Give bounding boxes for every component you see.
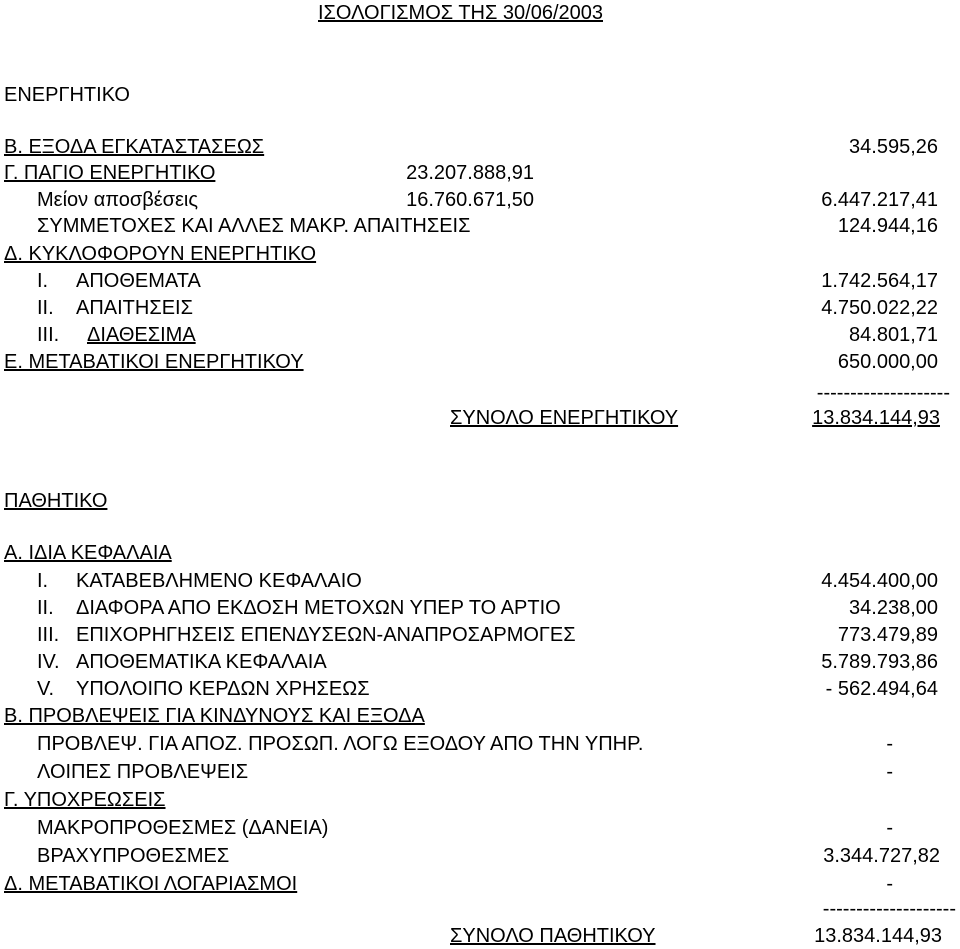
page-title: ΙΣΟΛΟΓΙΣΜΟΣ ΤΗΣ 30/06/2003 xyxy=(318,2,603,24)
establishment-expenses-label: Β. ΕΞΟΔΑ ΕΓΚΑΤΑΣΤΑΣΕΩΣ xyxy=(4,136,265,158)
inventory-num: Ι. xyxy=(37,270,49,292)
share-premium-num: ΙΙ. xyxy=(37,597,54,619)
share-capital-value: 4.454.400,00 xyxy=(821,570,938,592)
retained-label: ΥΠΟΛΟΙΠΟ ΚΕΡΔΩΝ ΧΡΗΣΕΩΣ xyxy=(76,678,370,700)
share-premium-label: ΔΙΑΦΟΡΑ ΑΠΟ ΕΚΔΟΣΗ ΜΕΤΟΧΩΝ ΥΠΕΡ ΤΟ ΑΡΤΙΟ xyxy=(76,597,561,619)
obligations-label: Γ. ΥΠΟΧΡΕΩΣΕΙΣ xyxy=(4,789,166,811)
staff-provision-label: ΠΡΟΒΛΕΨ. ΓΙΑ ΑΠΟΖ. ΠΡΟΣΩΠ. ΛΟΓΩ ΕΞΟΔΟΥ ΑΠΟ ΤΗΝ ΥΠΗΡ. xyxy=(37,733,644,755)
receivables-label: ΑΠΑΙΤΗΣΕΙΣ xyxy=(76,297,193,319)
reserves-value: 5.789.793,86 xyxy=(821,651,938,673)
fixed-assets-gross: 23.207.888,91 xyxy=(406,162,534,184)
current-assets-label: Δ. ΚΥΚΛΟΦΟΡΟΥΝ ΕΝΕΡΓΗΤΙΚΟ xyxy=(4,243,317,265)
retained-value: - 562.494,64 xyxy=(825,678,938,700)
participations-label: ΣΥΜΜΕΤΟΧΕΣ ΚΑΙ ΑΛΛΕΣ ΜΑΚΡ. ΑΠΑΙΤΗΣΕΙΣ xyxy=(37,215,471,237)
transitory-assets-value: 650.000,00 xyxy=(837,351,938,373)
long-term-value: - xyxy=(886,817,893,839)
depreciation-label: Μείον αποσβέσεις xyxy=(37,189,199,211)
inventory-label: ΑΠΟΘΕΜΑΤΑ xyxy=(76,270,201,292)
assets-total-label: ΣΥΝΟΛΟ ΕΝΕΡΓΗΤΙΚΟΥ xyxy=(450,407,679,429)
long-term-label: ΜΑΚΡΟΠΡΟΘΕΣΜΕΣ (ΔΑΝΕΙΑ) xyxy=(37,817,329,839)
other-provisions-label: ΛΟΙΠΕΣ ΠΡΟΒΛΕΨΕΙΣ xyxy=(37,761,249,783)
fixed-assets-net: 6.447.217,41 xyxy=(821,189,938,211)
transitory-accounts-label: Δ. ΜΕΤΑΒΑΤΙΚΟΙ ΛΟΓΑΡΙΑΣΜΟΙ xyxy=(4,873,298,895)
participations-value: 124.944,16 xyxy=(837,215,938,237)
assets-total-value: 13.834.144,93 xyxy=(812,407,940,429)
assets-heading: ΕΝΕΡΓΗΤΙΚΟ xyxy=(4,84,130,106)
assets-separator: -------------------- xyxy=(816,382,950,404)
share-premium-value: 34.238,00 xyxy=(849,597,938,619)
equity-label: Α. ΙΔΙΑ ΚΕΦΑΛΑΙΑ xyxy=(4,542,172,564)
receivables-value: 4.750.022,22 xyxy=(821,297,938,319)
grants-value: 773.479,89 xyxy=(837,624,938,646)
grants-label: ΕΠΙΧΟΡΗΓΗΣΕΙΣ ΕΠΕΝΔΥΣΕΩΝ-ΑΝΑΠΡΟΣΑΡΜΟΓΕΣ xyxy=(76,624,576,646)
cash-value: 84.801,71 xyxy=(849,324,938,346)
inventory-value: 1.742.564,17 xyxy=(821,270,938,292)
transitory-assets-label: Ε. ΜΕΤΑΒΑΤΙΚΟΙ ΕΝΕΡΓΗΤΙΚΟΥ xyxy=(4,351,304,373)
liabilities-total-label: ΣΥΝΟΛΟ ΠΑΘΗΤΙΚΟΥ xyxy=(450,925,656,947)
liabilities-total-value: 13.834.144,93 xyxy=(814,925,942,947)
liabilities-separator: -------------------- xyxy=(822,898,956,920)
depreciation-amount: 16.760.671,50 xyxy=(406,189,534,211)
cash-num: ΙΙΙ. xyxy=(37,324,60,346)
reserves-num: IV. xyxy=(37,651,60,673)
reserves-label: ΑΠΟΘΕΜΑΤΙΚΑ ΚΕΦΑΛΑΙΑ xyxy=(76,651,327,673)
transitory-accounts-value: - xyxy=(886,873,893,895)
grants-num: ΙΙΙ. xyxy=(37,624,60,646)
other-provisions-value: - xyxy=(886,761,893,783)
receivables-num: ΙΙ. xyxy=(37,297,54,319)
short-term-value: 3.344.727,82 xyxy=(823,845,940,867)
liabilities-heading: ΠΑΘΗΤΙΚΟ xyxy=(4,490,108,512)
cash-label: ΔΙΑΘΕΣΙΜΑ xyxy=(87,324,196,346)
retained-num: V. xyxy=(37,678,55,700)
short-term-label: ΒΡΑΧΥΠΡΟΘΕΣΜΕΣ xyxy=(37,845,230,867)
provisions-label: Β. ΠΡΟΒΛΕΨΕΙΣ ΓΙΑ ΚΙΝΔΥΝΟΥΣ ΚΑΙ ΕΞΟΔΑ xyxy=(4,705,425,727)
establishment-expenses-value: 34.595,26 xyxy=(849,136,938,158)
share-capital-num: Ι. xyxy=(37,570,49,592)
fixed-assets-label: Γ. ΠΑΓΙΟ ΕΝΕΡΓΗΤΙΚΟ xyxy=(4,162,216,184)
share-capital-label: ΚΑΤΑΒΕΒΛΗΜΕΝΟ ΚΕΦΑΛΑΙΟ xyxy=(76,570,362,592)
staff-provision-value: - xyxy=(886,733,893,755)
